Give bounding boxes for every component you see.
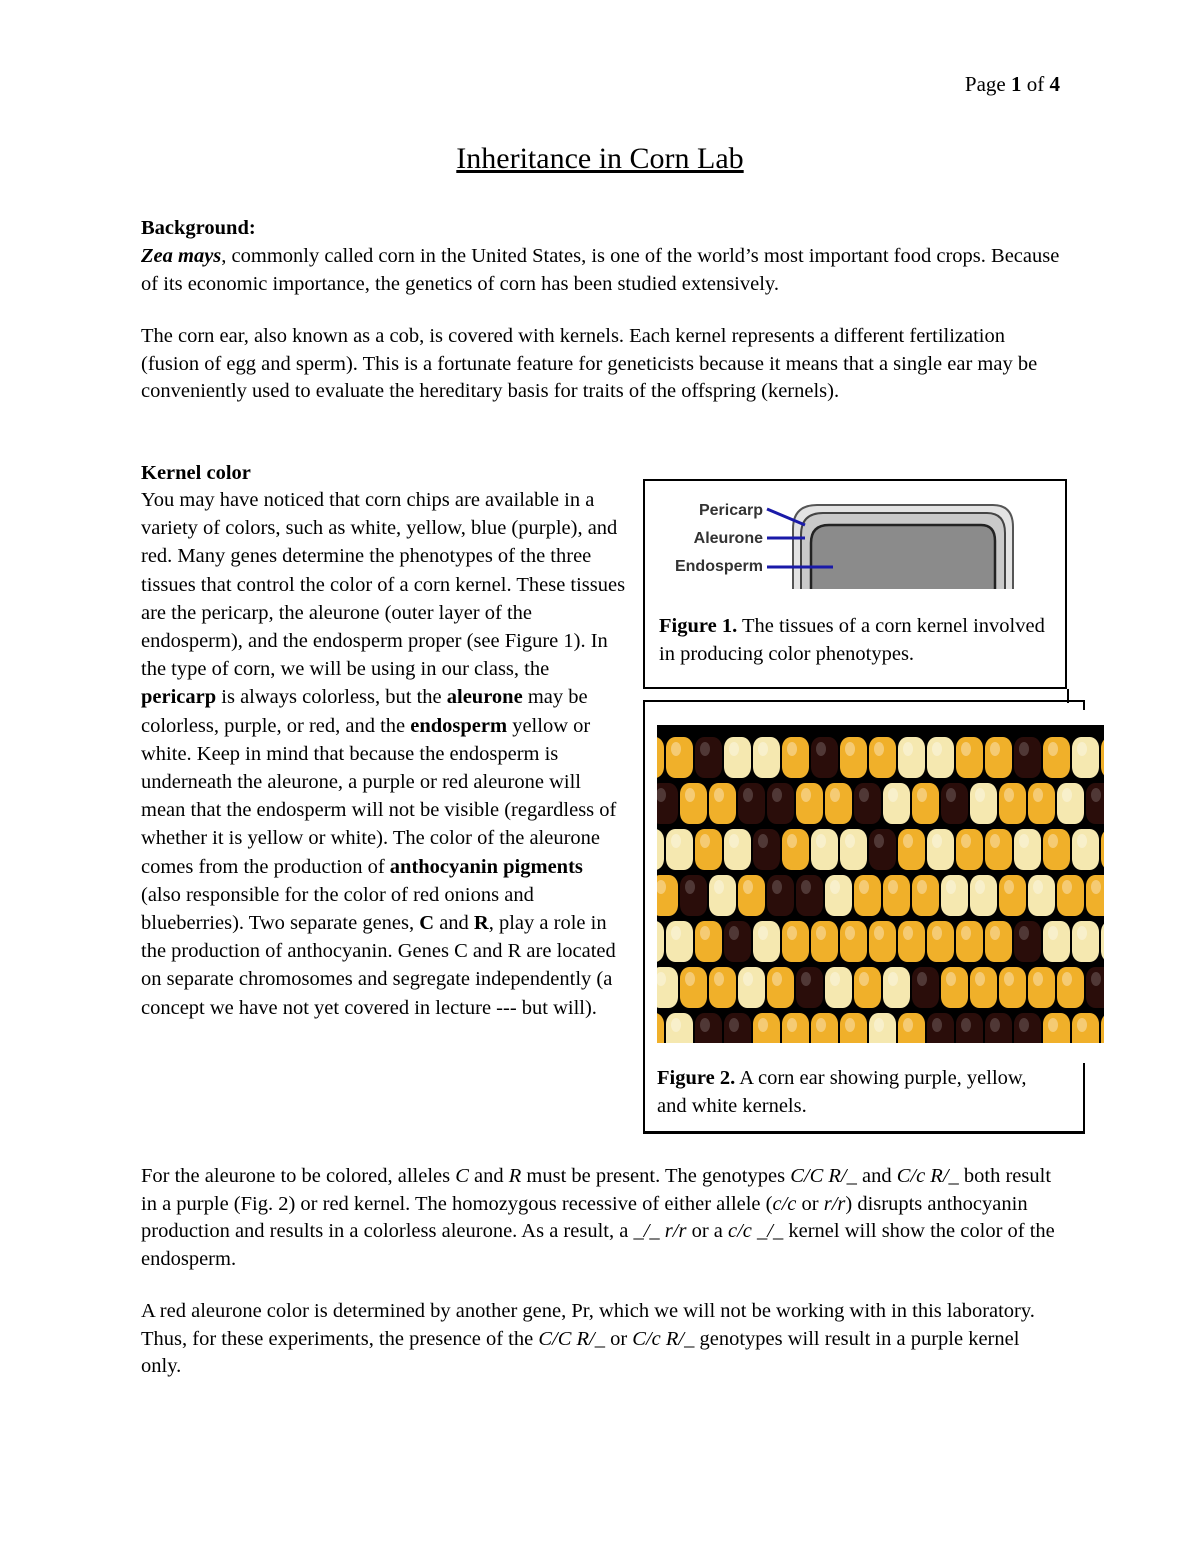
corn-kernel [709,875,736,916]
corn-kernel [796,875,823,916]
kernel-highlight [714,788,724,802]
kernel-highlight [830,788,840,802]
corn-kernel [912,783,939,824]
kernel-highlight [671,742,681,756]
corn-kernel [811,921,838,962]
kernel-highlight [758,926,768,940]
corn-kernel [956,737,983,778]
corn-kernel [680,875,707,916]
corn-kernel [854,967,881,1008]
corn-kernel [666,737,693,778]
corn-kernel [666,829,693,870]
aleurone-label: Aleurone [693,530,763,547]
kernel-highlight [685,880,695,894]
kernel-highlight [787,834,797,848]
kernel-highlight [671,1018,681,1032]
corn-kernel [970,875,997,916]
kernel-highlight [946,880,956,894]
kernel-highlight [1004,788,1014,802]
kernel-highlight [729,926,739,940]
kernel-highlight [1077,926,1087,940]
corn-kernel [680,967,707,1008]
kernel-highlight [1091,880,1101,894]
kernel-highlight [1048,926,1058,940]
kernel-highlight [888,788,898,802]
corn-kernel [811,737,838,778]
figure-2-border-right-top [1083,700,1085,710]
corn-kernel [985,921,1012,962]
corn-kernel [956,921,983,962]
kernel-highlight [729,834,739,848]
kernel-highlight [743,972,753,986]
kernel-highlight [714,972,724,986]
kernel-highlight [859,972,869,986]
kernel-highlight [845,1018,855,1032]
corn-kernel [927,921,954,962]
corn-kernel [825,875,852,916]
corn-kernel [724,737,751,778]
figure-2-border-right-bottom [1083,1063,1085,1134]
corn-kernel [724,829,751,870]
kernel-highlight [743,880,753,894]
corn-kernel [1014,737,1041,778]
figure-2-border-left [643,700,645,1134]
figure-2-border-bottom [643,1131,1085,1134]
corn-kernel [1057,967,1084,1008]
kernel-highlight [830,880,840,894]
background-paragraph-1: Zea mays, commonly called corn in the United States, is one of the world’s most important food crops. Because of its economic importance, the genetics of corn has been studied extensively. [141,245,1060,295]
corn-kernel [709,967,736,1008]
corn-kernel [883,783,910,824]
kernel-highlight [845,834,855,848]
corn-kernel [695,921,722,962]
kernel-highlight [671,834,681,848]
kernel-highlight [990,926,1000,940]
background-heading: Background: [141,217,256,239]
kernel-highlight [671,926,681,940]
corn-kernel [657,829,664,870]
kernel-highlight [787,926,797,940]
corn-kernel [898,921,925,962]
kernel-highlight [816,1018,826,1032]
kernel-highlight [758,1018,768,1032]
corn-kernel [1028,875,1055,916]
figure-1-box [643,479,1067,689]
kernel-highlight [787,1018,797,1032]
corn-kernel [753,921,780,962]
kernel-highlight [932,742,942,756]
kernel-highlight [1048,834,1058,848]
corn-kernel [782,829,809,870]
kernel-highlight [961,742,971,756]
corn-kernel [825,783,852,824]
kernel-highlight [932,1018,942,1032]
kernel-highlight [787,742,797,756]
corn-kernel [927,737,954,778]
kernel-highlight [1033,788,1043,802]
kernel-highlight [917,972,927,986]
kernel-highlight [685,972,695,986]
kernel-highlight [700,834,710,848]
kernel-highlight [888,972,898,986]
kernel-highlight [874,926,884,940]
kernel-highlight [1077,834,1087,848]
kernel-highlight [1062,880,1072,894]
corn-kernel [753,829,780,870]
corn-kernel [941,875,968,916]
corn-kernel [657,921,664,962]
kernel-highlight [830,972,840,986]
kernel-highlight [975,880,985,894]
corn-kernel [796,783,823,824]
kernel-highlight [1062,788,1072,802]
kernel-highlight [961,834,971,848]
kernel-highlight [990,1018,1000,1032]
pericarp-label: Pericarp [698,502,763,519]
corn-kernel [1072,829,1099,870]
kernel-highlight [700,1018,710,1032]
kernel-highlight [1033,880,1043,894]
corn-kernel [883,875,910,916]
corn-kernel [1057,783,1084,824]
corn-kernel [753,737,780,778]
corn-kernel [956,829,983,870]
kernel-highlight [874,742,884,756]
corn-kernel [854,783,881,824]
kernel-highlight [932,926,942,940]
kernel-highlight [1019,926,1029,940]
kernel-highlight [816,742,826,756]
corn-kernel [970,783,997,824]
figure-2-caption: Figure 2. A corn ear showing purple, yellow, and white kernels. [657,1067,1027,1117]
kernel-highlight [874,1018,884,1032]
corn-kernel [941,783,968,824]
corn-kernel [985,829,1012,870]
page-number: Page 1 of 4 [964,72,1060,96]
kernel-highlight [1062,972,1072,986]
kernel-highlight [845,926,855,940]
kernel-highlight [859,788,869,802]
corn-kernel [840,737,867,778]
kernel-tissue-diagram [645,481,1065,593]
kernel-highlight [816,926,826,940]
aleurone-genotype-paragraph: For the aleurone to be colored, alleles C and R must be present. The genotypes C/C R/_ and C/c R/_ both result in a purple (Fig. 2) or red kernel. The homozygous recessive of either allele (c/c or r/r) disrupts anthocyanin production and results in a colorless aleurone. As a result, a _/_ r/r or a c/c _/_ kernel will show the color of the endosperm. [141,1165,1055,1270]
kernel-highlight [903,742,913,756]
kernel-highlight [729,742,739,756]
kernel-highlight [888,880,898,894]
corn-kernel [1028,967,1055,1008]
kernel-highlight [946,972,956,986]
kernel-highlight [903,1018,913,1032]
corn-kernel [912,967,939,1008]
kernel-highlight [990,834,1000,848]
kernel-highlight [816,834,826,848]
kernel-highlight [975,972,985,986]
corn-kernel [970,967,997,1008]
kernel-highlight [917,880,927,894]
background-paragraph-2: The corn ear, also known as a cob, is covered with kernels. Each kernel represents a different fertilization (fusion of egg and sperm). This is a fortunate feature for geneticists because it means that a single ear may be conveniently used to evaluate the hereditary basis for traits of the offspring (kernels). [141,325,1038,402]
kernel-highlight [903,834,913,848]
kernel-highlight [975,788,985,802]
kernel-highlight [729,1018,739,1032]
kernel-highlight [758,742,768,756]
kernel-highlight [1019,834,1029,848]
kernel-highlight [859,880,869,894]
corn-kernel [695,737,722,778]
kernel-highlight [801,972,811,986]
corn-kernel [738,967,765,1008]
corn-kernel [898,737,925,778]
kernel-highlight [772,788,782,802]
kernel-highlight [961,1018,971,1032]
kernel-highlight [1091,972,1101,986]
corn-kernel [1014,829,1041,870]
kernel-highlight [801,788,811,802]
corn-kernel [999,783,1026,824]
kernel-highlight [700,926,710,940]
kernel-highlight [1004,972,1014,986]
corn-kernel [1043,829,1070,870]
red-aleurone-paragraph: A red aleurone color is determined by another gene, Pr, which we will not be working with in this laboratory. Thus, for these experiments, the presence of the C/C R/_ or C/c R/_ genotypes will result in a purple kernel only. [141,1300,1035,1377]
kernel-highlight [801,880,811,894]
corn-kernel [767,783,794,824]
kernel-highlight [1077,1018,1087,1032]
figure-2-border-top [643,700,1085,702]
kernel-highlight [758,834,768,848]
kernel-highlight [990,742,1000,756]
corn-kernel [811,829,838,870]
kernel-color-paragraph: You may have noticed that corn chips are available in a variety of colors, such as white, yellow, blue (purple), and red. Many genes determine the phenotypes of the three tissues that control the color of a corn kernel. These tissues are the pericarp, the aleurone (outer layer of the endosperm), and the endosperm proper (see Figure 1). In the type of corn, we will be using in our class, the pericarp is always colorless, but the aleurone may be colorless, purple, or red, and the endosperm yellow or white. Keep in mind that because the endosperm is underneath the aleurone, a purple or red aleurone will mean that the endosperm will not be visible (regardless of whether it is yellow or white). The color of the aleurone comes from the production of anthocyanin pigments (also responsible for the color of red onions and blueberries). Two separate genes, C and R, play a role in the production of anthocyanin. Genes C and R are located on separate chromosomes and segregate independently (a concept we have not yet covered in lecture --- but will). [141,489,626,1019]
corn-kernel [1072,737,1099,778]
corn-kernel [1072,921,1099,962]
corn-kernel [738,875,765,916]
endosperm-label: Endosperm [674,558,763,575]
corn-kernel [796,967,823,1008]
kernel-highlight [685,788,695,802]
kernel-highlight [961,926,971,940]
corn-kernel [869,737,896,778]
corn-kernel [985,737,1012,778]
kernel-highlight [903,926,913,940]
corn-kernel [767,875,794,916]
corn-kernel [1057,875,1084,916]
corn-kernel [695,829,722,870]
corn-kernel [999,967,1026,1008]
corn-kernel [1014,921,1041,962]
corn-kernel [1028,783,1055,824]
corn-kernel [869,921,896,962]
kernel-highlight [700,742,710,756]
corn-ear-photo [657,725,1104,1043]
corn-kernel [666,921,693,962]
corn-kernel [1043,921,1070,962]
corn-kernel [999,875,1026,916]
kernel-highlight [772,972,782,986]
kernel-highlight [932,834,942,848]
kernel-highlight [714,880,724,894]
corn-kernel [680,783,707,824]
corn-kernel [738,783,765,824]
kernel-highlight [917,788,927,802]
corn-kernel [840,829,867,870]
kernel-highlight [1004,880,1014,894]
corn-kernel [869,829,896,870]
kernel-highlight [874,834,884,848]
kernel-highlight [1019,1018,1029,1032]
corn-kernel [883,967,910,1008]
kernel-highlight [1077,742,1087,756]
corn-kernel [767,967,794,1008]
kernel-highlight [946,788,956,802]
corn-kernel [724,921,751,962]
corn-kernel [912,875,939,916]
kernel-highlight [1048,1018,1058,1032]
kernel-highlight [1019,742,1029,756]
corn-kernel [657,737,664,778]
kernel-highlight [1033,972,1043,986]
corn-kernel [898,829,925,870]
kernel-highlight [743,788,753,802]
corn-kernel [825,967,852,1008]
document-title: Inheritance in Corn Lab [456,142,744,175]
kernel-highlight [772,880,782,894]
figure-1-caption: Figure 1. The tissues of a corn kernel involved in producing color phenotypes. [659,615,1045,665]
corn-kernel [782,737,809,778]
kernel-highlight [845,742,855,756]
kernel-highlight [1091,788,1101,802]
kernel-highlight [1048,742,1058,756]
corn-kernel [854,875,881,916]
corn-kernel [941,967,968,1008]
corn-kernel [840,921,867,962]
corn-kernel [782,921,809,962]
corn-kernel [709,783,736,824]
corn-kernel [1043,737,1070,778]
corn-kernel [927,829,954,870]
kernel-color-heading: Kernel color [141,462,251,484]
